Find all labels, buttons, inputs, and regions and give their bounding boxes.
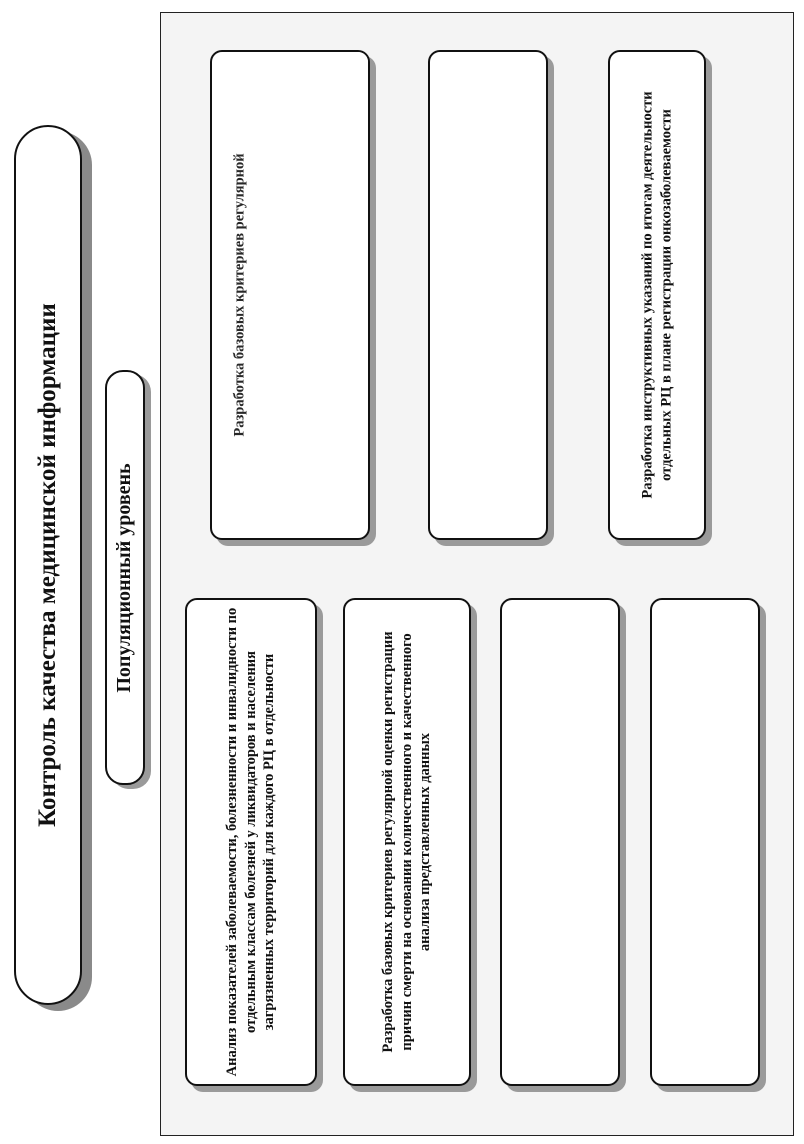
top-box-1-cover bbox=[272, 52, 370, 132]
top-box-1-text: Разработка базовых критериев регулярной bbox=[231, 153, 248, 437]
level-label: Популяционный уровень bbox=[113, 462, 136, 693]
top-box-3-text: Разработка инструктивных указаний по итогам деятельности отдельных РЦ в плане регистрации онкозаболеваемости bbox=[639, 91, 674, 499]
top-box-2 bbox=[428, 50, 548, 540]
bottom-box-2-text: Разработка базовых критериев регулярной оценки регистрации причин смерти на основании количественного и качественного анализа представленных данных bbox=[380, 631, 434, 1053]
bottom-box-1-text: Анализ показателей заболеваемости, болезненности и инвалидности по отдельным классам болезней у ликвидаторов и населения загрязненных территорий для каждого РЦ в отдельности bbox=[224, 607, 278, 1077]
bottom-box-3 bbox=[500, 598, 620, 1086]
top-box-3 bbox=[608, 50, 706, 540]
top-box-1 bbox=[210, 50, 370, 540]
diagram-title: Контроль качества медицинской информации bbox=[34, 303, 61, 827]
bottom-box-1 bbox=[185, 598, 317, 1086]
bottom-box-2 bbox=[343, 598, 471, 1086]
title-box bbox=[14, 125, 82, 1005]
bottom-box-4 bbox=[650, 598, 760, 1086]
level-box bbox=[105, 370, 145, 785]
